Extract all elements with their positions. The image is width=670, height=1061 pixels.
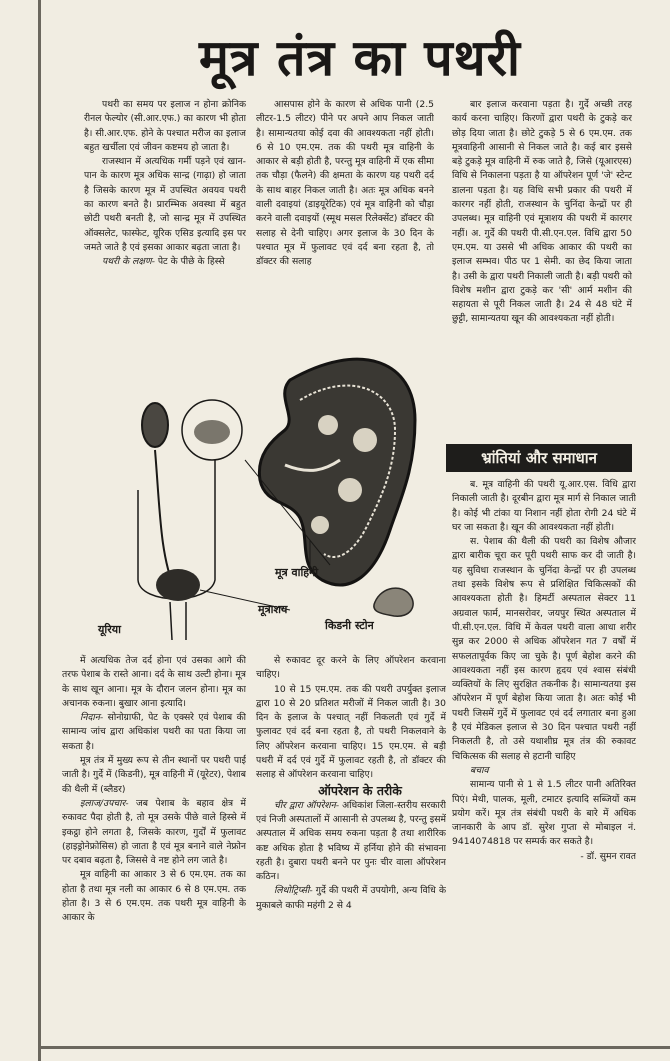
paragraph: से रुकावट दूर करने के लिए ऑपरेशन करवाना चाहिए।	[256, 655, 446, 681]
column-2-top	[256, 98, 434, 346]
column-3-top	[452, 98, 632, 436]
section-lead: निदान-	[80, 712, 104, 724]
section-banner: भ्रांतियां और समाधान	[446, 444, 632, 472]
paragraph: स. पेशाब की थैली की पथरी का विशेष औजार द्वारा बारीक चूरा कर पूरी पथरी साफ कर दी जाती है। यह सुविधा राजस्थान के चुनिंदा केन्द्रों पर ही उपलब्ध तथा इसके विशेष रूप से प्रशिक्षित चिकित्सकों की आवश्यकता होती है। हिमर्टी अस्पताल सेक्टर 11 अग्रवाल फार्म, मानसरोवर, जयपुर स्थित अस्पताल में पी.सी.एन.एल. विधि में केवल पथरी वाला आधा शरीर सुन्न कर 2000 से अधिक ऑपरेशन गत 7 वर्षों में सफलतापूर्वक किए जा चुके है। पूर्ण बेहोश करने की आवश्यकता नहीं इस कारण हृदय एवं श्वास संबंधी व्यक्तियों के लिए सुरक्षित तकनीक है। सामान्यतया इस ऑपरेशन में पूर्ण बेहोश किया जाता है। अतः कोई भी पथरी जिसमें गुर्दे में फुलावट एवं दर्द लगातार बना हुआ है एवं मेडिकल इलाज से 30 दिन पश्चात पथरी नहीं निकलती है, तो उसे यथाशीघ्र मूत्र तंत्र की रुकावट चिकित्सक की सलाह से हटानी चाहिए	[452, 536, 636, 762]
column-1-bottom	[62, 654, 246, 1038]
paragraph	[256, 799, 446, 885]
label-urea: यूरिया	[98, 623, 121, 636]
section-lead: लिथोट्रिप्सी-	[274, 885, 313, 897]
paragraph	[84, 255, 246, 269]
column-3-bottom	[452, 478, 636, 1038]
paragraph: 10 से 15 एम.एम. तक की पथरी उपर्युक्त इलाज द्वारा 10 से 20 प्रतिशत मरीजों में निकल जाती है। 30 दिन के इलाज के पश्चात् नहीं निकलती एवं गुर्दे में फुलावट एवं दर्द बना रहता है, तो पथरी निकलवाने के लिए ऑपरेशन करवाना चाहिए। 15 एम.एम. से बड़ी पथरी में दर्द एवं गुर्दे में फुलावट रहती है, तो डॉक्टर की सलाह से ऑपरेशन करवाना चाहिए।	[256, 683, 446, 781]
paragraph: राजस्थान में अत्यधिक गर्मी पड़ने एवं खान-पान के कारण मूत्र अधिक सान्द्र (गाढ़ा) हो जाता है जिसके कारण मूत्र में उपस्थित अवयव पथरी का कारण बनते है। प्रारम्भिक अवस्था में बहुत छोटी पथरी बनती है, जो सान्द्र मूत्र में उपस्थित ऑक्सलेट, फास्फेट, यूरिक एसिड इत्यादि इस पर जमते जाते है एवं इसका आकार बढ़ता जाता है।	[84, 156, 246, 253]
body-outline-drawing	[138, 400, 242, 640]
kidney-section-drawing	[259, 359, 415, 585]
page-border-bottom	[38, 1046, 670, 1049]
headline: मूत्र तंत्र का पथरी	[199, 29, 521, 87]
paragraph-text: अधिकांश जिला-स्तरीय सरकारी एवं निजी अस्पतालों में आसानी से उपलब्ध है, परन्तु इसमें अस्पताल में अधिक समय रुकना पड़ता है तथा शारीरिक कष्ट अधिक होता है भविष्य में हर्निया होने की संभावना रहती है। दुबारा पथरी बनने पर पुनः चीर वाला ऑपरेशन कठिन।	[256, 799, 446, 883]
subheading: ऑपरेशन के तरीके	[318, 782, 402, 798]
stone-drawing	[374, 588, 413, 616]
label-kidney-stone: किडनी स्टोन	[325, 619, 374, 632]
paragraph: पथरी का समय पर इलाज न होना क्रोनिक रीनल फेल्योर (सी.आर.एफ.) का कारण भी होता है। सी.आर.एफ. होने के पश्चात मरीज का इलाज बहुत खर्चीला एवं जीवन कष्टमय हो जाता है।	[84, 99, 246, 153]
paragraph: में अत्यधिक तेज दर्द होना एवं उसका आगे की तरफ पेशाब के रास्ते आना। दर्द के साथ उल्टी होना। मूत्र के साथ खून आना। मूत्र के दौरान जलन होना। मूत्र का अचानक रुकना। बुखार आना इत्यादि।	[62, 655, 246, 709]
label-ureter: मूत्र वाहिनी	[275, 566, 319, 579]
paragraph: बार इलाज करवाना पड़ता है। गुर्दे अच्छी तरह कार्य करना चाहिए। किरणों द्वारा पथरी के टुकड़े कर छोड़ दिया जाता है। छोटे टुकड़े 5 से 6 एम.एम. तक मूत्रवाहिनी आसानी से निकल जाते है। कई बार इससे बड़े टुकड़े मूत्र वाहिनी में रुक जाते है, जिसे (यूआरएस) विधि से निकालना पड़ता है या ऑपरेशन पूर्ण 'जे' स्टेन्ट डालना पड़ता है। यह विधि सभी प्रकार की पथरी में कारगर नहीं होती, राजस्थान के चुनिंदा केन्द्रों पर ही उपलब्ध। मूत्र वाहिनी एवं मूत्राशय की पथरी में कारगर नहीं। अ. गुर्दे की पथरी पी.सी.एन.एल. विधि द्वारा 50 एम.एम. या उससे भी अधिक आकार की पथरी का इलाज सम्भव। पीठ पर 1 सेमी. का छेद किया जाता है। उसी के द्वारा पथरी निकाली जाती है। बड़ी पथरी को विशेष मशीन द्वारा टुकड़े कर 'सी' आर्म मशीन की सहायता से पूरी निकल जाती है। 24 से 48 घंटे में छुट्टी, सामान्यतया खून की आवश्यकता नहीं होती।	[452, 99, 632, 325]
paragraph-text: गुर्दे की पथरी में उपयोगी, अन्य विधि के मुकाबले काफी महंगी 2 से 4	[256, 885, 446, 911]
section-lead: बचाव	[470, 764, 489, 776]
urinary-system-illustration	[60, 340, 450, 650]
paragraph: मूत्र वाहिनी का आकार 3 से 6 एम.एम. तक का होता है तथा मूत्र नली का आकार 6 से 8 एम.एम. तक होता है। 3 से 6 एम.एम. तक पथरी मूत्र वाहिनी के आकार के	[62, 869, 246, 924]
section-lead: इलाज/उपचार-	[80, 797, 129, 809]
author-signature: - डॉ. सुमन रावत	[580, 850, 636, 862]
paragraph	[256, 884, 446, 913]
paragraph: मूत्र तंत्र में मुख्य रूप से तीन स्थानों पर पथरी पाई जाती है। गुर्दे में (किडनी), मूत्र वाहिनी में (यूरेटर), पेशाब की थैली में (ब्लैडर)	[62, 755, 246, 795]
paragraph-text: पेट के पीछे के हिस्से	[154, 256, 225, 268]
paragraph	[62, 797, 246, 868]
label-bladder: मूत्राशय	[258, 603, 288, 616]
section-lead: पथरी के लक्षण-	[102, 256, 155, 268]
column-1-top	[84, 98, 246, 346]
paragraph-text: जब पेशाब के बहाव क्षेत्र में रुकावट पैदा होती है, तो मूत्र उसके पीछे वाले हिस्से में इकट्ठा होने लगता है, जिसके कारण, गुर्दों में फुलावट (हाइड्रोनेफ्रोसिस) हो जाता है एवं मूत्र बनाने वाले नेफ्रोन पर दबाव बढ़ता है, जिससे वे नष्ट होने लग जाते है।	[62, 797, 246, 867]
page-border-left	[38, 0, 41, 1061]
paragraph	[62, 711, 246, 754]
paragraph: आसपास होने के कारण से अधिक पानी (2.5 लीटर-1.5 लीटर) पीने पर अपने आप निकल जाती है। सामान्यतया कोई दवा की आवश्यकता नहीं होती। 6 से 10 एम.एम. तक की पथरी मूत्र वाहिनी के आकार से बड़ी होती है, परन्तु मूत्र वाहिनी में एक सीमा तक चौड़ा (फैलने) की क्षमता के कारण यह पथरी दर्द के साथ बाहर निकल जाती है। अतः मूत्र अधिक बनने वाली दवाइयां (डाइयूरेटिक) एवं मूत्र वाहिनी को चौड़ा करने वाली दवाइयों (स्मूथ मसल रिलेक्सेंट) डॉक्टर की सलाह से देनी चाहिए। अगर इलाज के 30 दिन के पश्चात मूत्र में फुलावट एवं दर्द बना रहता है, तो डॉक्टर की सलाह	[256, 99, 434, 268]
paragraph: ब. मूत्र वाहिनी की पथरी यू.आर.एस. विधि द्वारा निकाली जाती है। दूरबीन द्वारा मूत्र मार्ग से निकाल जाती है। कोई भी टांका या निशान नहीं होता रोगी 24 घंटे में घर जा सकता है। खून की आवश्यकता नहीं होती।	[452, 479, 636, 533]
paragraph-text: सोनोग्राफी, पेट के एक्सरे एवं पेशाब की सामान्य जांच द्वारा अधिकांश पथरी का पता किया जा सकता है।	[62, 712, 246, 752]
column-2-bottom	[256, 654, 446, 1038]
paragraph: सामान्य पानी से 1 से 1.5 लीटर पानी अतिरिक्त पिएं। मेथी, पालक, मूली, टमाटर इत्यादि सब्जियों कम प्रयोग करें। मूत्र तंत्र संबंधी पथरी के बारे में अधिक जानकारी के आप डॉ. सुरेश गुप्ता से मोबाइल नं. 9414074818 पर सम्पर्क कर सकते है।	[452, 779, 636, 848]
section-lead: चीर द्वारा ऑपरेशन-	[274, 799, 340, 811]
